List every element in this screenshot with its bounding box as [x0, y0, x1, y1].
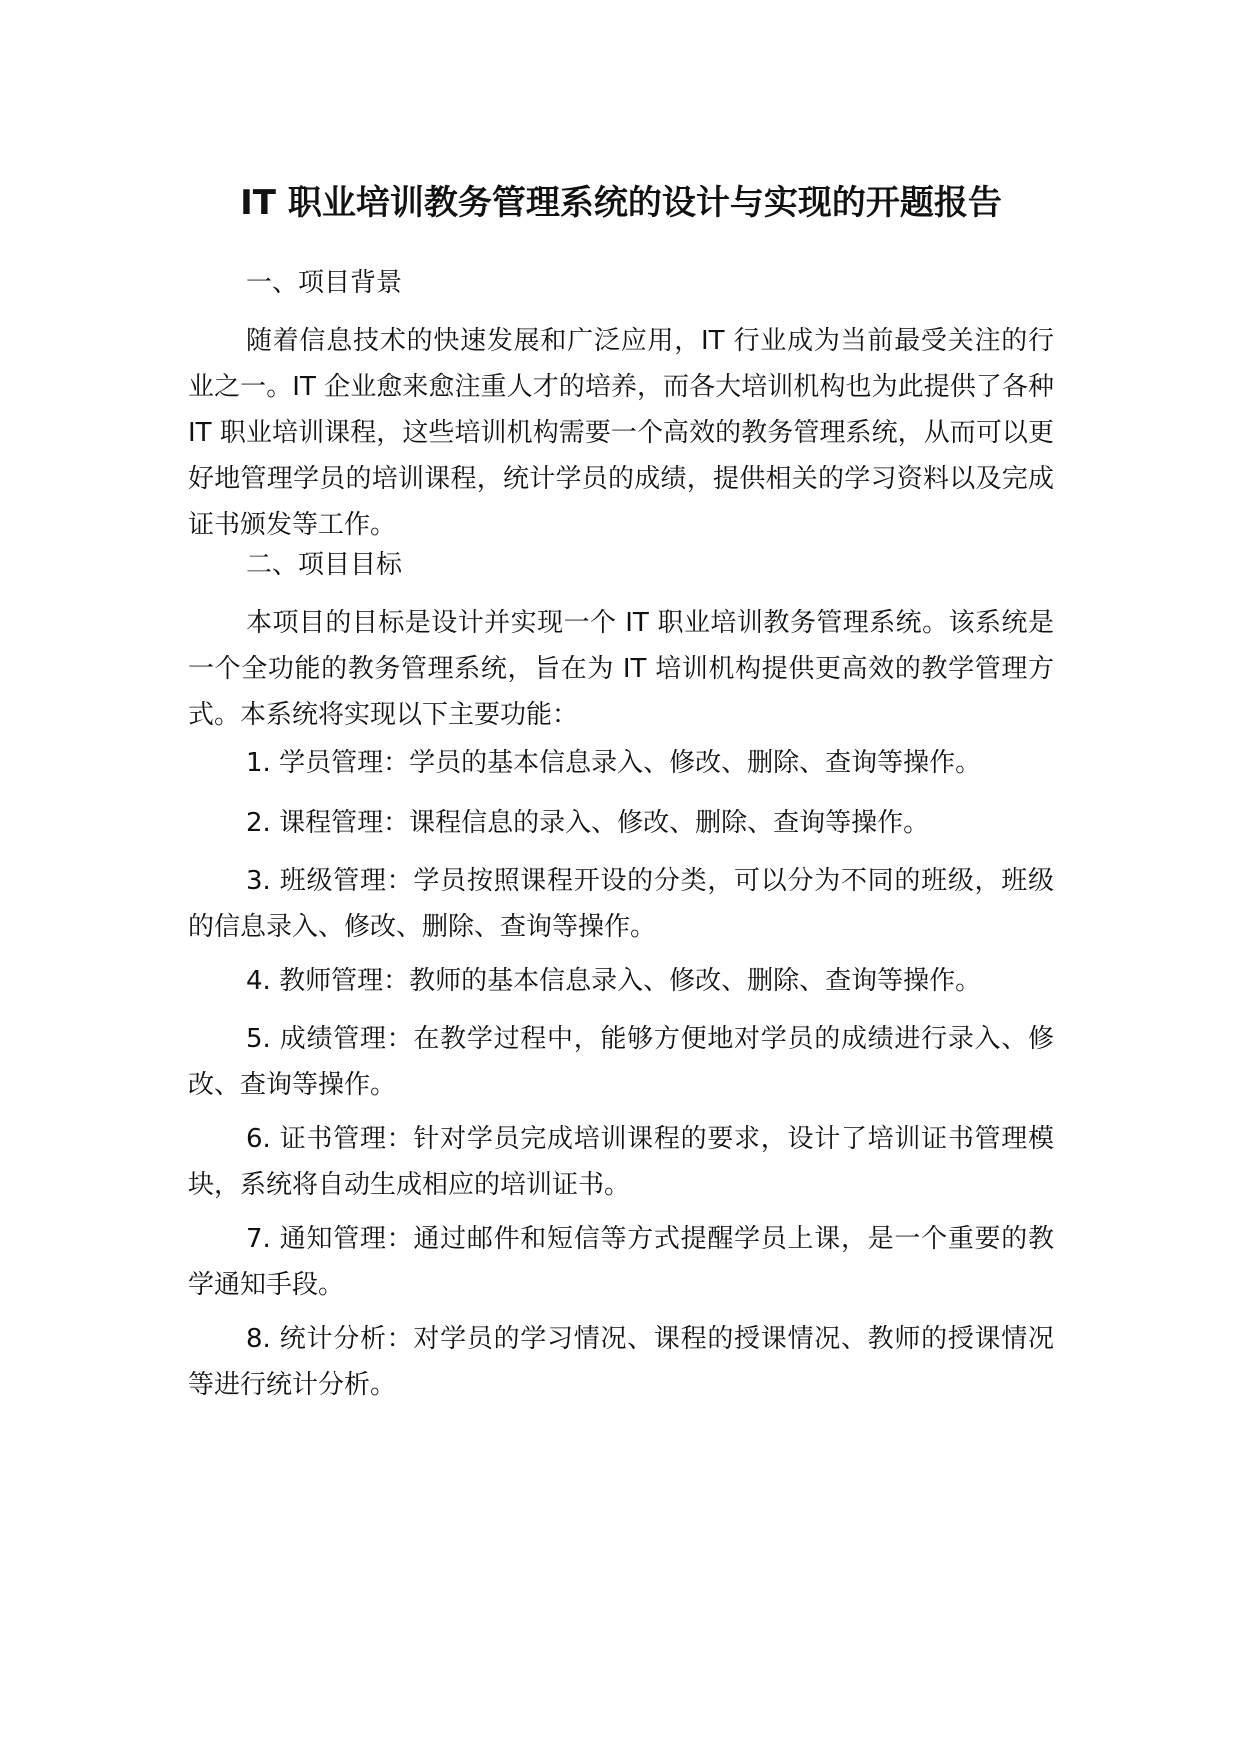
background-paragraph: 随着信息技术的快速发展和广泛应用，IT 行业成为当前最受关注的行业之一。IT 企业愈来愈注重人才的培养，而各大培训机构也为此提供了各种 IT 职业培训课程，这些培训机构需要一个高效的教务管理系统，从而可以更好地管理学员的培训课程，统计学员的成绩，提供相关的学习资料以及完成证书颁发等工作。	[188, 326, 1054, 540]
list-item-certificate-management: 6. 证书管理：针对学员完成培训课程的要求，设计了培训证书管理模块，系统将自动生成相应的培训证书。	[188, 1124, 1054, 1200]
document-title: IT 职业培训教务管理系统的设计与实现的开题报告	[240, 183, 1002, 223]
list-item-notification-management: 7. 通知管理：通过邮件和短信等方式提醒学员上课，是一个重要的教学通知手段。	[188, 1224, 1054, 1300]
list-item-class-management: 3. 班级管理：学员按照课程开设的分类，可以分为不同的班级，班级的信息录入、修改、删除、查询等操作。	[188, 866, 1054, 942]
section-heading-goals: 二、项目目标	[246, 550, 403, 580]
list-item-student-management: 1. 学员管理：学员的基本信息录入、修改、删除、查询等操作。	[246, 748, 982, 778]
goals-paragraph: 本项目的目标是设计并实现一个 IT 职业培训教务管理系统。该系统是一个全功能的教务管理系统，旨在为 IT 培训机构提供更高效的教学管理方式。本系统将实现以下主要功能：	[188, 608, 1054, 730]
section-heading-background: 一、项目背景	[246, 268, 403, 298]
list-item-grade-management: 5. 成绩管理：在教学过程中，能够方便地对学员的成绩进行录入、修改、查询等操作。	[188, 1024, 1054, 1100]
list-item-course-management: 2. 课程管理：课程信息的录入、修改、删除、查询等操作。	[246, 808, 930, 838]
list-item-statistics-analysis: 8. 统计分析：对学员的学习情况、课程的授课情况、教师的授课情况等进行统计分析。	[188, 1324, 1054, 1400]
list-item-teacher-management: 4. 教师管理：教师的基本信息录入、修改、删除、查询等操作。	[246, 966, 982, 996]
